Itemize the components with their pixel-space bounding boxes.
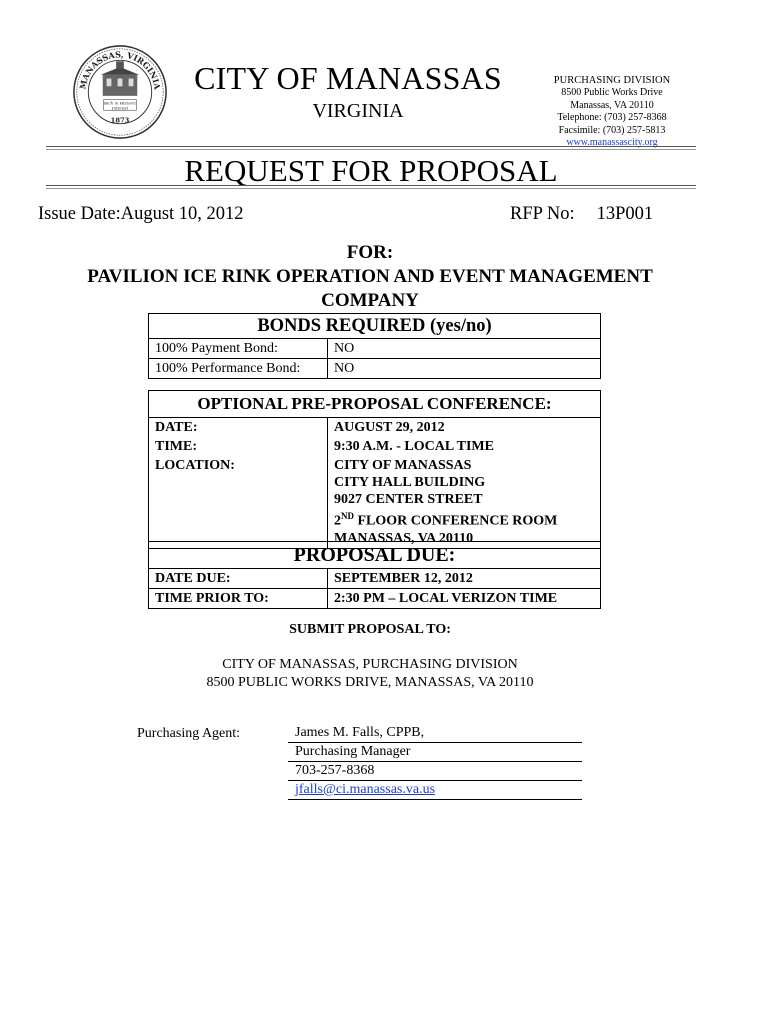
purchasing-agent-label: Purchasing Agent: bbox=[137, 726, 241, 741]
conference-date-value: AUGUST 29, 2012 bbox=[328, 418, 601, 438]
title-rule-top bbox=[46, 185, 696, 186]
rfp-number-label: RFP No: bbox=[510, 204, 575, 224]
division-street: 8500 Public Works Drive bbox=[561, 87, 663, 99]
city-seal-logo bbox=[72, 44, 168, 140]
city-title: CITY OF MANASSAS bbox=[194, 60, 502, 96]
submit-address bbox=[0, 656, 740, 692]
bonds-table bbox=[148, 313, 601, 379]
due-date-label: DATE DUE: bbox=[149, 569, 328, 589]
table-row bbox=[149, 339, 601, 359]
project-title-line2: COMPANY bbox=[321, 290, 419, 311]
agent-phone: 703-257-8368 bbox=[288, 762, 582, 781]
document-title: REQUEST FOR PROPOSAL bbox=[184, 153, 558, 188]
project-title-line1: PAVILION ICE RINK OPERATION AND EVENT MANAGEMENT bbox=[87, 266, 653, 287]
due-time-label: TIME PRIOR TO: bbox=[149, 589, 328, 609]
purchasing-contact-block bbox=[532, 75, 692, 149]
agent-email-row bbox=[288, 781, 582, 800]
table-row bbox=[149, 437, 601, 456]
bond-value: NO bbox=[328, 359, 601, 379]
title-rule-bottom bbox=[46, 188, 696, 189]
floor-superscript: ND bbox=[341, 511, 354, 521]
location-line: MANASSAS, VA 20110 bbox=[334, 530, 474, 546]
rfp-number-value: 13P001 bbox=[596, 204, 654, 224]
project-title bbox=[30, 265, 710, 313]
bonds-table-title: BONDS REQUIRED (yes/no) bbox=[149, 314, 601, 339]
svg-text:Rich in Historic: Rich in Historic bbox=[104, 100, 136, 106]
division-facsimile: Facsimile: (703) 257-5813 bbox=[558, 124, 666, 136]
issue-date-label: Issue Date: bbox=[38, 204, 121, 224]
table-row bbox=[149, 418, 601, 438]
agent-email-link[interactable]: jfalls@ci.manassas.va.us bbox=[295, 782, 436, 797]
proposal-due-table bbox=[148, 541, 601, 609]
division-telephone: Telephone: (703) 257-8368 bbox=[557, 112, 667, 124]
location-floor-line bbox=[334, 508, 594, 530]
svg-text:MANASSAS, VIRGINIA: MANASSAS, VIRGINIA bbox=[77, 49, 163, 91]
rfp-number-line bbox=[510, 204, 653, 225]
proposal-due-title: PROPOSAL DUE: bbox=[149, 542, 601, 569]
bond-value: NO bbox=[328, 339, 601, 359]
location-line: 9027 CENTER STREET bbox=[334, 492, 483, 507]
submit-heading: SUBMIT PROPOSAL TO: bbox=[289, 622, 451, 637]
conference-location-label: LOCATION: bbox=[149, 456, 328, 548]
bond-label: 100% Performance Bond: bbox=[149, 359, 328, 379]
conference-date-label: DATE: bbox=[149, 418, 328, 438]
table-row bbox=[149, 456, 601, 548]
submit-address-line1: CITY OF MANASSAS, PURCHASING DIVISION bbox=[222, 657, 518, 672]
svg-text:Interest: Interest bbox=[111, 105, 129, 111]
location-line: CITY OF MANASSAS bbox=[334, 458, 472, 473]
table-row bbox=[149, 589, 601, 609]
agent-name: James M. Falls, CPPB, bbox=[288, 724, 582, 743]
conference-table bbox=[148, 390, 601, 549]
table-row bbox=[149, 569, 601, 589]
location-line: CITY HALL BUILDING bbox=[334, 475, 486, 490]
conference-title: OPTIONAL PRE-PROPOSAL CONFERENCE: bbox=[149, 391, 601, 418]
division-name: PURCHASING DIVISION bbox=[553, 75, 671, 86]
svg-text:1873: 1873 bbox=[110, 116, 130, 125]
division-city-zip: Manassas, VA 20110 bbox=[570, 99, 654, 111]
floor-number: 2 bbox=[334, 513, 341, 529]
for-label: FOR: bbox=[346, 242, 394, 263]
conference-time-label: TIME: bbox=[149, 437, 328, 456]
due-time-value: 2:30 PM – LOCAL VERIZON TIME bbox=[328, 589, 601, 609]
issue-date-line bbox=[38, 204, 244, 225]
header-rule-bottom bbox=[46, 149, 696, 150]
issue-date-value: August 10, 2012 bbox=[120, 204, 244, 224]
submit-address-line2: 8500 PUBLIC WORKS DRIVE, MANASSAS, VA 20110 bbox=[206, 675, 534, 690]
floor-room: FLOOR CONFERENCE ROOM bbox=[354, 513, 558, 529]
state-title: VIRGINIA bbox=[312, 100, 404, 122]
due-date-value: SEPTEMBER 12, 2012 bbox=[328, 569, 601, 589]
website-link[interactable]: www.manassascity.org bbox=[566, 137, 658, 149]
agent-title: Purchasing Manager bbox=[288, 743, 582, 762]
bond-label: 100% Payment Bond: bbox=[149, 339, 328, 359]
header-rule-top bbox=[46, 146, 696, 147]
conference-location-value bbox=[328, 456, 601, 548]
conference-time-value: 9:30 A.M. - LOCAL TIME bbox=[328, 437, 601, 456]
table-row bbox=[149, 359, 601, 379]
